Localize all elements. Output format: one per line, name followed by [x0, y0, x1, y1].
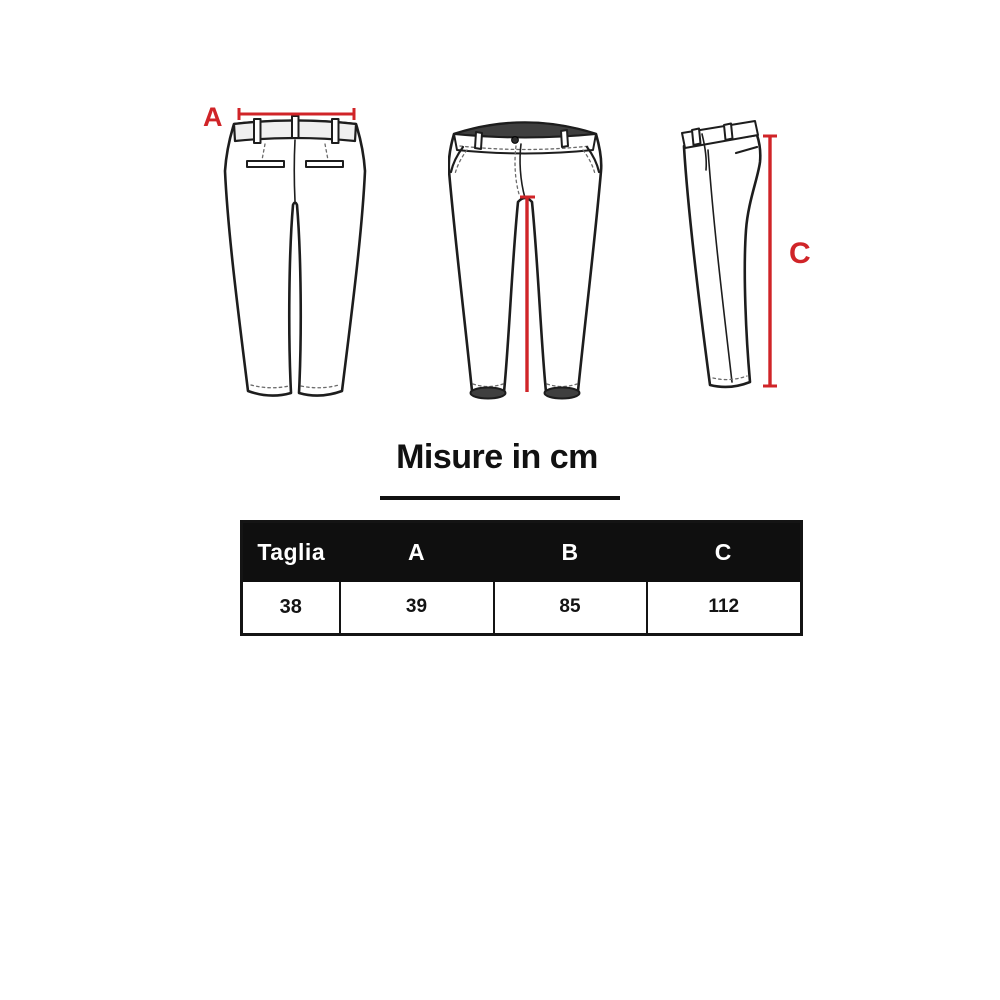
cell-c-value: 112: [647, 582, 802, 635]
column-header-a: A: [340, 522, 494, 582]
size-table: [240, 520, 803, 636]
cell-b-value: 85: [494, 582, 647, 635]
measure-a-label: A: [203, 102, 223, 132]
title-underline: [380, 496, 620, 500]
column-header-b: B: [494, 522, 647, 582]
cell-taglia-value: 38: [242, 582, 340, 635]
pants-front-leg-opening-right: [545, 388, 580, 399]
page-title: Misure in cm: [396, 438, 598, 476]
pants-back-center-seam: [294, 140, 295, 201]
measure-b-line: [520, 197, 535, 392]
pants-front-body: [449, 123, 602, 396]
measure-c-label: C: [789, 237, 811, 270]
cell-a-value: 39: [340, 582, 494, 635]
size-table-header-row: [242, 522, 802, 582]
pants-front-button: [512, 137, 519, 144]
pants-side-body: [684, 135, 760, 387]
column-header-taglia: Taglia: [242, 522, 340, 582]
pants-side-view-drawing: [660, 112, 820, 402]
measure-c-line: [763, 136, 777, 386]
pants-front-view-drawing: [448, 110, 608, 405]
pants-front-leg-opening-left: [471, 388, 506, 399]
pants-back-view-drawing: [204, 100, 372, 405]
size-table-row: [242, 582, 802, 635]
column-header-c: C: [647, 522, 802, 582]
